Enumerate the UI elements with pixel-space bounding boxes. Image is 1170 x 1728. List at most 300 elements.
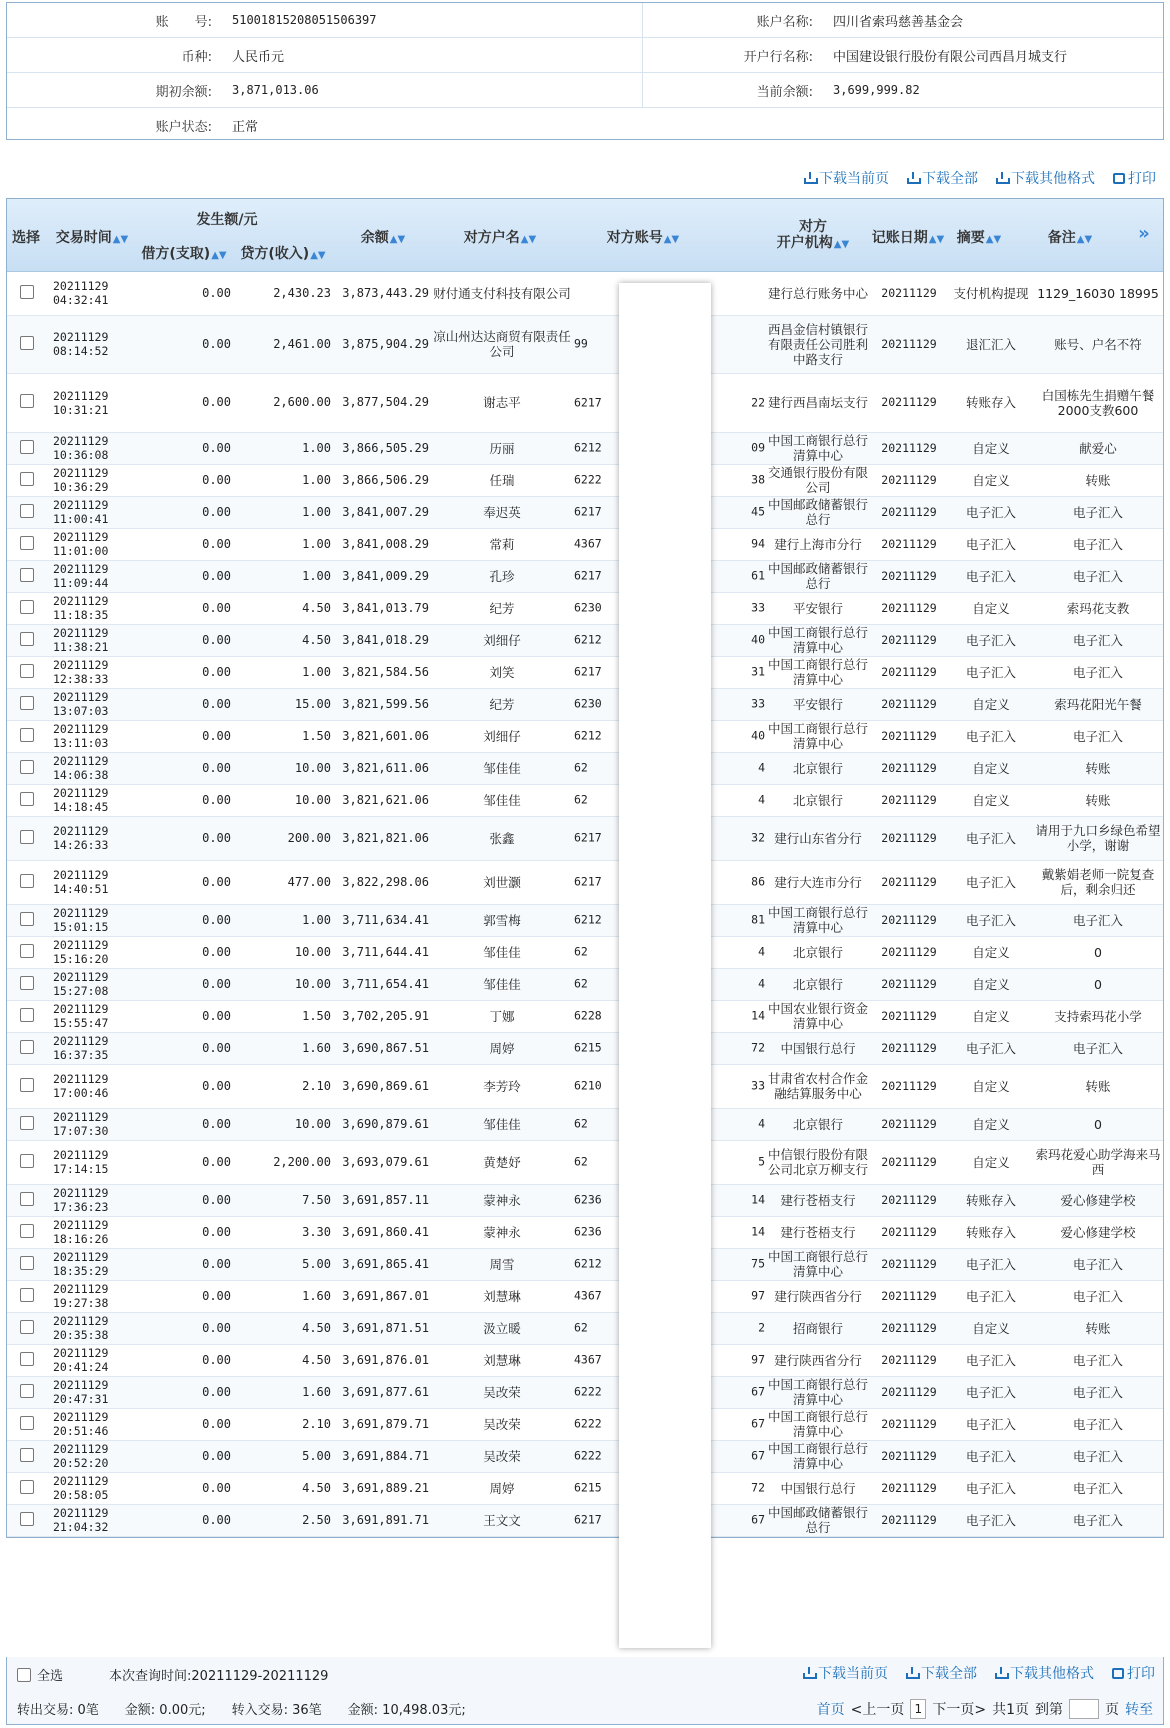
balance: 3,822,298.06: [342, 874, 429, 889]
row-checkbox[interactable]: [20, 874, 34, 888]
row-select[interactable]: [7, 373, 47, 432]
row-select[interactable]: [7, 528, 47, 560]
row-select[interactable]: [7, 1248, 47, 1280]
trade-time: 20211129 10:36:29: [53, 466, 109, 494]
col-remark[interactable]: 备注▲▼: [1047, 230, 1093, 246]
debit-amount: 0.00: [202, 976, 231, 991]
counterparty-name: 周雪: [489, 1256, 515, 1272]
row-select[interactable]: [7, 1312, 47, 1344]
counterparty-account: 6217 67: [574, 1512, 765, 1527]
col-cp-acct[interactable]: 对方账号▲▼: [606, 230, 680, 246]
posting-date: 20211129: [881, 632, 937, 647]
posting-date: 20211129: [881, 504, 937, 519]
balance: 3,841,009.29: [342, 568, 429, 583]
row-select[interactable]: [7, 624, 47, 656]
row-select[interactable]: [7, 720, 47, 752]
balance: 3,691,867.01: [342, 1288, 429, 1303]
trade-time: 20211129 14:40:51: [53, 868, 109, 896]
summary: 电子汇入: [965, 728, 1016, 744]
row-select[interactable]: [7, 1504, 47, 1536]
debit-amount: 0.00: [202, 760, 231, 775]
account-no-label: 账 号:: [155, 14, 212, 30]
posting-date: 20211129: [881, 336, 937, 351]
debit-amount: 0.00: [202, 1288, 231, 1303]
balance: 3,691,857.11: [342, 1192, 429, 1207]
download-page-button[interactable]: 下载当前页: [804, 168, 889, 188]
balance: 3,702,205.91: [342, 1008, 429, 1023]
current-page[interactable]: 1: [910, 1699, 926, 1719]
table-row[interactable]: [7, 904, 1163, 936]
counterparty-account: 6236 14: [574, 1224, 765, 1239]
row-select[interactable]: [7, 1032, 47, 1064]
row-checkbox[interactable]: [20, 600, 34, 614]
summary: 自定义: [972, 1078, 1010, 1094]
row-checkbox[interactable]: [20, 696, 34, 710]
row-select[interactable]: [7, 784, 47, 816]
counterparty-account: 4367 94: [574, 536, 765, 551]
remark: 电子汇入: [1072, 728, 1123, 744]
row-checkbox[interactable]: [20, 1078, 34, 1092]
summary: 电子汇入: [965, 912, 1016, 928]
balance: 3,866,505.29: [342, 440, 429, 455]
row-select[interactable]: [7, 432, 47, 464]
debit-amount: 0.00: [202, 1416, 231, 1431]
col-balance[interactable]: 余额▲▼: [360, 230, 406, 246]
row-checkbox[interactable]: [20, 1040, 34, 1054]
counterparty-name: 郭雪梅: [483, 912, 521, 928]
credit-amount: 477.00: [287, 874, 331, 889]
row-checkbox[interactable]: [20, 1320, 34, 1334]
counterparty-name: 王文文: [483, 1512, 521, 1528]
row-checkbox[interactable]: [20, 1008, 34, 1022]
counterparty-name: 汲立暖: [483, 1320, 521, 1336]
counterparty-name: 周婷: [489, 1040, 515, 1056]
table-row[interactable]: [7, 688, 1163, 720]
current-balance-value: 3,699,999.82: [833, 83, 920, 97]
table-row[interactable]: [7, 816, 1163, 860]
balance: 3,866,506.29: [342, 472, 429, 487]
remark: 转账: [1085, 1078, 1111, 1094]
row-checkbox[interactable]: [20, 504, 34, 518]
row-checkbox[interactable]: [20, 728, 34, 742]
table-row[interactable]: [7, 373, 1163, 432]
table-row[interactable]: [7, 1064, 1163, 1108]
counterparty-bank: 北京银行: [792, 792, 843, 808]
table-row[interactable]: [7, 1504, 1163, 1536]
sort-icon: ▲▼: [389, 234, 406, 245]
trade-time: 20211129 16:37:35: [53, 1034, 109, 1062]
counterparty-bank: 建行陕西省分行: [774, 1288, 862, 1304]
credit-amount: 2.50: [302, 1512, 331, 1527]
row-checkbox[interactable]: [20, 912, 34, 926]
download-icon: [907, 172, 919, 184]
trade-time: 20211129 11:18:35: [53, 594, 109, 622]
credit-amount: 10.00: [294, 1116, 331, 1131]
credit-amount: 1.00: [302, 536, 331, 551]
counterparty-account: 6217 45: [574, 504, 765, 519]
row-select[interactable]: [7, 656, 47, 688]
row-select[interactable]: [7, 592, 47, 624]
col-post-date[interactable]: 记账日期▲▼: [871, 230, 945, 246]
page-unit: 页: [1105, 1702, 1119, 1718]
debit-amount: 0.00: [202, 600, 231, 615]
credit-amount: 1.00: [302, 472, 331, 487]
col-cp-bank[interactable]: 对方 开户机构▲▼: [776, 219, 850, 251]
row-checkbox[interactable]: [20, 792, 34, 806]
account-row-2: [7, 38, 1163, 73]
trade-time: 20211129 17:00:46: [53, 1072, 109, 1100]
debit-amount: 0.00: [202, 336, 231, 351]
remark: 爱心修建学校: [1060, 1192, 1136, 1208]
bottom-toolbar: [803, 1663, 1155, 1683]
counterparty-account: 6236 14: [574, 1192, 765, 1207]
posting-date: 20211129: [881, 1008, 937, 1023]
row-checkbox[interactable]: [20, 1288, 34, 1302]
remark: 戴紫娟老师一院复查后，剩余归还: [1041, 867, 1155, 897]
row-select[interactable]: [7, 1280, 47, 1312]
table-row[interactable]: [7, 592, 1163, 624]
debit-amount: 0.00: [202, 1192, 231, 1207]
download-icon: [996, 172, 1008, 184]
remark: 电子汇入: [1072, 1384, 1123, 1400]
counterparty-name: 丁娜: [489, 1008, 515, 1024]
counterparty-bank: 中国银行总行: [780, 1480, 856, 1496]
debit-amount: 0.00: [202, 1448, 231, 1463]
summary: 电子汇入: [965, 830, 1016, 846]
download-all-button[interactable]: 下载全部: [907, 168, 978, 188]
table-row[interactable]: [7, 464, 1163, 496]
trade-time: 20211129 11:38:21: [53, 626, 109, 654]
counterparty-account: 6230 33: [574, 600, 765, 615]
download-icon: [804, 172, 816, 184]
table-row[interactable]: [7, 936, 1163, 968]
balance: 3,691,884.71: [342, 1448, 429, 1463]
debit-amount: 0.00: [202, 1352, 231, 1367]
query-time: 本次查询时间:20211129-20211129: [109, 1669, 329, 1684]
col-credit[interactable]: 贷方(收入)▲▼: [240, 246, 326, 262]
trade-time: 20211129 18:35:29: [53, 1250, 109, 1278]
counterparty-account: 62 4: [574, 976, 765, 991]
posting-date: 20211129: [881, 1512, 937, 1527]
table-row[interactable]: [7, 624, 1163, 656]
table-row[interactable]: [7, 1280, 1163, 1312]
row-checkbox[interactable]: [20, 1448, 34, 1462]
table-row[interactable]: [7, 1312, 1163, 1344]
table-row[interactable]: [7, 752, 1163, 784]
printer-icon: [1112, 1668, 1124, 1679]
row-checkbox[interactable]: [20, 1116, 34, 1130]
row-checkbox[interactable]: [20, 336, 34, 350]
next-page-link[interactable]: 下一页>: [932, 1702, 987, 1718]
row-checkbox[interactable]: [20, 536, 34, 550]
table-row[interactable]: [7, 528, 1163, 560]
counterparty-bank: 中国邮政储蓄银行总行: [767, 1505, 868, 1535]
remark: 请用于九口乡绿色希望小学，谢谢: [1035, 823, 1161, 853]
row-select[interactable]: [7, 968, 47, 1000]
row-checkbox[interactable]: [20, 1512, 34, 1526]
row-select[interactable]: [7, 1376, 47, 1408]
row-select[interactable]: [7, 1064, 47, 1108]
row-select[interactable]: [7, 688, 47, 720]
counterparty-bank: 北京银行: [792, 976, 843, 992]
debit-amount: 0.00: [202, 472, 231, 487]
row-checkbox[interactable]: [20, 1352, 34, 1366]
row-select[interactable]: [7, 1140, 47, 1184]
counterparty-bank: 中国邮政储蓄银行总行: [767, 497, 868, 527]
summary: 自定义: [972, 1008, 1010, 1024]
balance: 3,691,877.61: [342, 1384, 429, 1399]
table-row[interactable]: [7, 272, 1163, 315]
counterparty-account: 6230 33: [574, 696, 765, 711]
debit-amount: 0.00: [202, 1040, 231, 1055]
row-select[interactable]: [7, 1108, 47, 1140]
row-checkbox[interactable]: [20, 1256, 34, 1270]
table-row[interactable]: [7, 1140, 1163, 1184]
table-row[interactable]: [7, 784, 1163, 816]
trade-time: 20211129 14:26:33: [53, 824, 109, 852]
col-summary[interactable]: 摘要▲▼: [956, 230, 1002, 246]
table-row[interactable]: [7, 656, 1163, 688]
counterparty-bank: 建行西昌南坛支行: [767, 395, 868, 410]
table-row[interactable]: [7, 1108, 1163, 1140]
table-row[interactable]: [7, 1248, 1163, 1280]
row-checkbox[interactable]: [20, 1224, 34, 1238]
remark: 电子汇入: [1072, 1256, 1123, 1272]
row-checkbox[interactable]: [20, 394, 34, 408]
row-checkbox[interactable]: [20, 830, 34, 844]
row-select[interactable]: [7, 496, 47, 528]
counterparty-account: 6212 40: [574, 728, 765, 743]
counterparty-account: 6215 72: [574, 1040, 765, 1055]
posting-date: 20211129: [881, 1384, 937, 1399]
goto-page-input[interactable]: [1069, 1699, 1099, 1719]
col-debit[interactable]: 借方(支取)▲▼: [141, 246, 227, 262]
credit-amount: 1.50: [302, 728, 331, 743]
counterparty-name: 刘慧琳: [483, 1288, 521, 1304]
trade-time: 20211129 20:51:46: [53, 1410, 109, 1438]
credit-amount: 4.50: [302, 1320, 331, 1335]
table-row[interactable]: [7, 1376, 1163, 1408]
table-row[interactable]: [7, 1184, 1163, 1216]
table-row[interactable]: [7, 1344, 1163, 1376]
counterparty-name: 常莉: [489, 536, 515, 552]
credit-amount: 4.50: [302, 1480, 331, 1495]
balance: 3,691,889.21: [342, 1480, 429, 1495]
download-icon: [906, 1667, 918, 1679]
summary: 自定义: [972, 944, 1010, 960]
credit-amount: 4.50: [302, 600, 331, 615]
row-select[interactable]: [7, 1408, 47, 1440]
select-all-checkbox[interactable]: [17, 1668, 31, 1682]
download-icon: [995, 1667, 1007, 1679]
row-select[interactable]: [7, 904, 47, 936]
account-name-value: 四川省索玛慈善基金会: [833, 14, 964, 30]
table-row[interactable]: [7, 560, 1163, 592]
row-checkbox[interactable]: [20, 440, 34, 454]
row-checkbox[interactable]: [20, 632, 34, 646]
balance: 3,821,601.06: [342, 728, 429, 743]
sort-icon: ▲▼: [663, 234, 680, 245]
row-select[interactable]: [7, 1472, 47, 1504]
sort-icon: ▲▼: [833, 239, 850, 250]
counterparty-name: 凉山州达达商贸有限责任公司: [433, 329, 571, 359]
debit-amount: 0.00: [202, 728, 231, 743]
row-select[interactable]: [7, 1184, 47, 1216]
remark: 0: [1094, 1116, 1102, 1132]
debit-amount: 0.00: [202, 1320, 231, 1335]
posting-date: 20211129: [881, 1448, 937, 1463]
row-select[interactable]: [7, 1000, 47, 1032]
counterparty-account: 6212 81: [574, 912, 765, 927]
row-checkbox[interactable]: [20, 664, 34, 678]
balance: 3,821,599.56: [342, 696, 429, 711]
row-checkbox[interactable]: [20, 472, 34, 486]
remark: 电子汇入: [1072, 568, 1123, 584]
credit-amount: 2,200.00: [273, 1154, 331, 1169]
row-select[interactable]: [7, 1216, 47, 1248]
debit-amount: 0.00: [202, 285, 231, 300]
debit-amount: 0.00: [202, 830, 231, 845]
table-row[interactable]: [7, 968, 1163, 1000]
debit-amount: 0.00: [202, 664, 231, 679]
table-row[interactable]: [7, 1440, 1163, 1472]
credit-amount: 1.50: [302, 1008, 331, 1023]
transaction-table: [7, 272, 1163, 1537]
balance: 3,691,891.71: [342, 1512, 429, 1527]
counterparty-bank: 中国工商银行总行清算中心: [767, 1409, 868, 1439]
trade-time: 20211129 18:16:26: [53, 1218, 109, 1246]
row-select[interactable]: [7, 860, 47, 904]
table-row[interactable]: [7, 432, 1163, 464]
transaction-grid: [6, 198, 1164, 1538]
debit-amount: 0.00: [202, 1256, 231, 1271]
table-row[interactable]: [7, 496, 1163, 528]
row-checkbox[interactable]: [20, 568, 34, 582]
counterparty-account: 62 4: [574, 944, 765, 959]
counterparty-name: 邹佳佳: [483, 760, 521, 776]
counterparty-name: 刘世灏: [483, 874, 521, 890]
row-select[interactable]: [7, 315, 47, 373]
row-checkbox[interactable]: [20, 944, 34, 958]
row-checkbox[interactable]: [20, 976, 34, 990]
sort-icon: ▲▼: [985, 234, 1002, 245]
remark: 电子汇入: [1072, 1040, 1123, 1056]
row-checkbox[interactable]: [20, 1154, 34, 1168]
counterparty-bank: 建行总行账务中心: [767, 285, 868, 301]
counterparty-bank: 北京银行: [792, 944, 843, 960]
sort-icon: ▲▼: [928, 234, 945, 245]
posting-date: 20211129: [881, 1192, 937, 1207]
goto-button[interactable]: 转至: [1125, 1702, 1153, 1718]
download-other-format-button[interactable]: 下载其他格式: [995, 1663, 1094, 1683]
row-select[interactable]: [7, 560, 47, 592]
download-other-format-button[interactable]: 下载其他格式: [996, 168, 1095, 188]
row-select[interactable]: [7, 816, 47, 860]
row-select[interactable]: [7, 464, 47, 496]
posting-date: 20211129: [881, 395, 937, 409]
trade-time: 20211129 13:11:03: [53, 722, 109, 750]
col-cp-name[interactable]: 对方户名▲▼: [463, 230, 537, 246]
row-select[interactable]: [7, 752, 47, 784]
counterparty-bank: 中国工商银行总行清算中心: [767, 1377, 868, 1407]
summary: 自定义: [972, 696, 1010, 712]
table-row[interactable]: [7, 1216, 1163, 1248]
posting-date: 20211129: [881, 568, 937, 583]
first-page-link[interactable]: 首页: [816, 1702, 845, 1718]
col-time[interactable]: 交易时间▲▼: [55, 230, 129, 246]
row-select[interactable]: [7, 1344, 47, 1376]
balance: 3,821,584.56: [342, 664, 429, 679]
redaction-mask: [619, 283, 711, 1648]
trade-time: 20211129 17:14:15: [53, 1148, 109, 1176]
expand-columns-icon[interactable]: »: [1138, 223, 1150, 244]
table-row[interactable]: [7, 860, 1163, 904]
counterparty-name: 历丽: [489, 440, 515, 456]
posting-date: 20211129: [881, 1320, 937, 1335]
table-row[interactable]: [7, 1408, 1163, 1440]
printer-icon: [1113, 173, 1125, 184]
prev-page-link[interactable]: <上一页: [850, 1702, 905, 1718]
credit-amount: 200.00: [287, 830, 331, 845]
table-row[interactable]: [7, 1032, 1163, 1064]
row-select[interactable]: [7, 1440, 47, 1472]
posting-date: 20211129: [881, 285, 937, 300]
remark: 白国栋先生捐赠午餐2000支教600: [1041, 387, 1155, 418]
sort-icon: ▲▼: [112, 234, 129, 245]
download-page-button[interactable]: 下载当前页: [803, 1663, 888, 1683]
table-row[interactable]: [7, 720, 1163, 752]
print-button[interactable]: 打印: [1113, 168, 1156, 188]
pagination: [817, 1699, 1153, 1719]
row-checkbox[interactable]: [20, 760, 34, 774]
row-checkbox[interactable]: [20, 1416, 34, 1430]
counterparty-bank: 中信银行股份有限公司北京万柳支行: [767, 1147, 868, 1177]
balance: 3,821,821.06: [342, 830, 429, 845]
row-select[interactable]: [7, 272, 47, 315]
table-row[interactable]: [7, 315, 1163, 373]
balance: 3,821,611.06: [342, 760, 429, 775]
row-checkbox[interactable]: [20, 285, 34, 299]
balance: 3,691,865.41: [342, 1256, 429, 1271]
counterparty-account: 62 4: [574, 1116, 765, 1131]
posting-date: 20211129: [881, 1040, 937, 1055]
counterparty-name: 蒙神永: [483, 1192, 521, 1208]
credit-amount: 1.00: [302, 664, 331, 679]
remark: 电子汇入: [1072, 632, 1123, 648]
select-all-label[interactable]: 全选: [37, 1669, 64, 1684]
row-select[interactable]: [7, 936, 47, 968]
row-checkbox[interactable]: [20, 1192, 34, 1206]
balance: 3,711,654.41: [342, 976, 429, 991]
row-checkbox[interactable]: [20, 1384, 34, 1398]
credit-amount: 2.10: [302, 1416, 331, 1431]
counterparty-bank: 中国工商银行总行清算中心: [767, 905, 868, 935]
counterparty-bank: 交通银行股份有限公司: [767, 465, 868, 495]
download-all-button[interactable]: 下载全部: [906, 1663, 977, 1683]
summary: 自定义: [972, 792, 1010, 808]
counterparty-account: 62 4: [574, 760, 765, 775]
summary: 支付机构提现: [953, 285, 1029, 301]
counterparty-name: 吴改荣: [483, 1448, 521, 1464]
counterparty-bank: 平安银行: [792, 600, 843, 616]
balance: 3,877,504.29: [342, 395, 429, 409]
summary: 自定义: [972, 600, 1010, 616]
table-row[interactable]: [7, 1472, 1163, 1504]
table-row[interactable]: [7, 1000, 1163, 1032]
posting-date: 20211129: [881, 600, 937, 615]
row-checkbox[interactable]: [20, 1480, 34, 1494]
print-button[interactable]: 打印: [1112, 1663, 1155, 1683]
